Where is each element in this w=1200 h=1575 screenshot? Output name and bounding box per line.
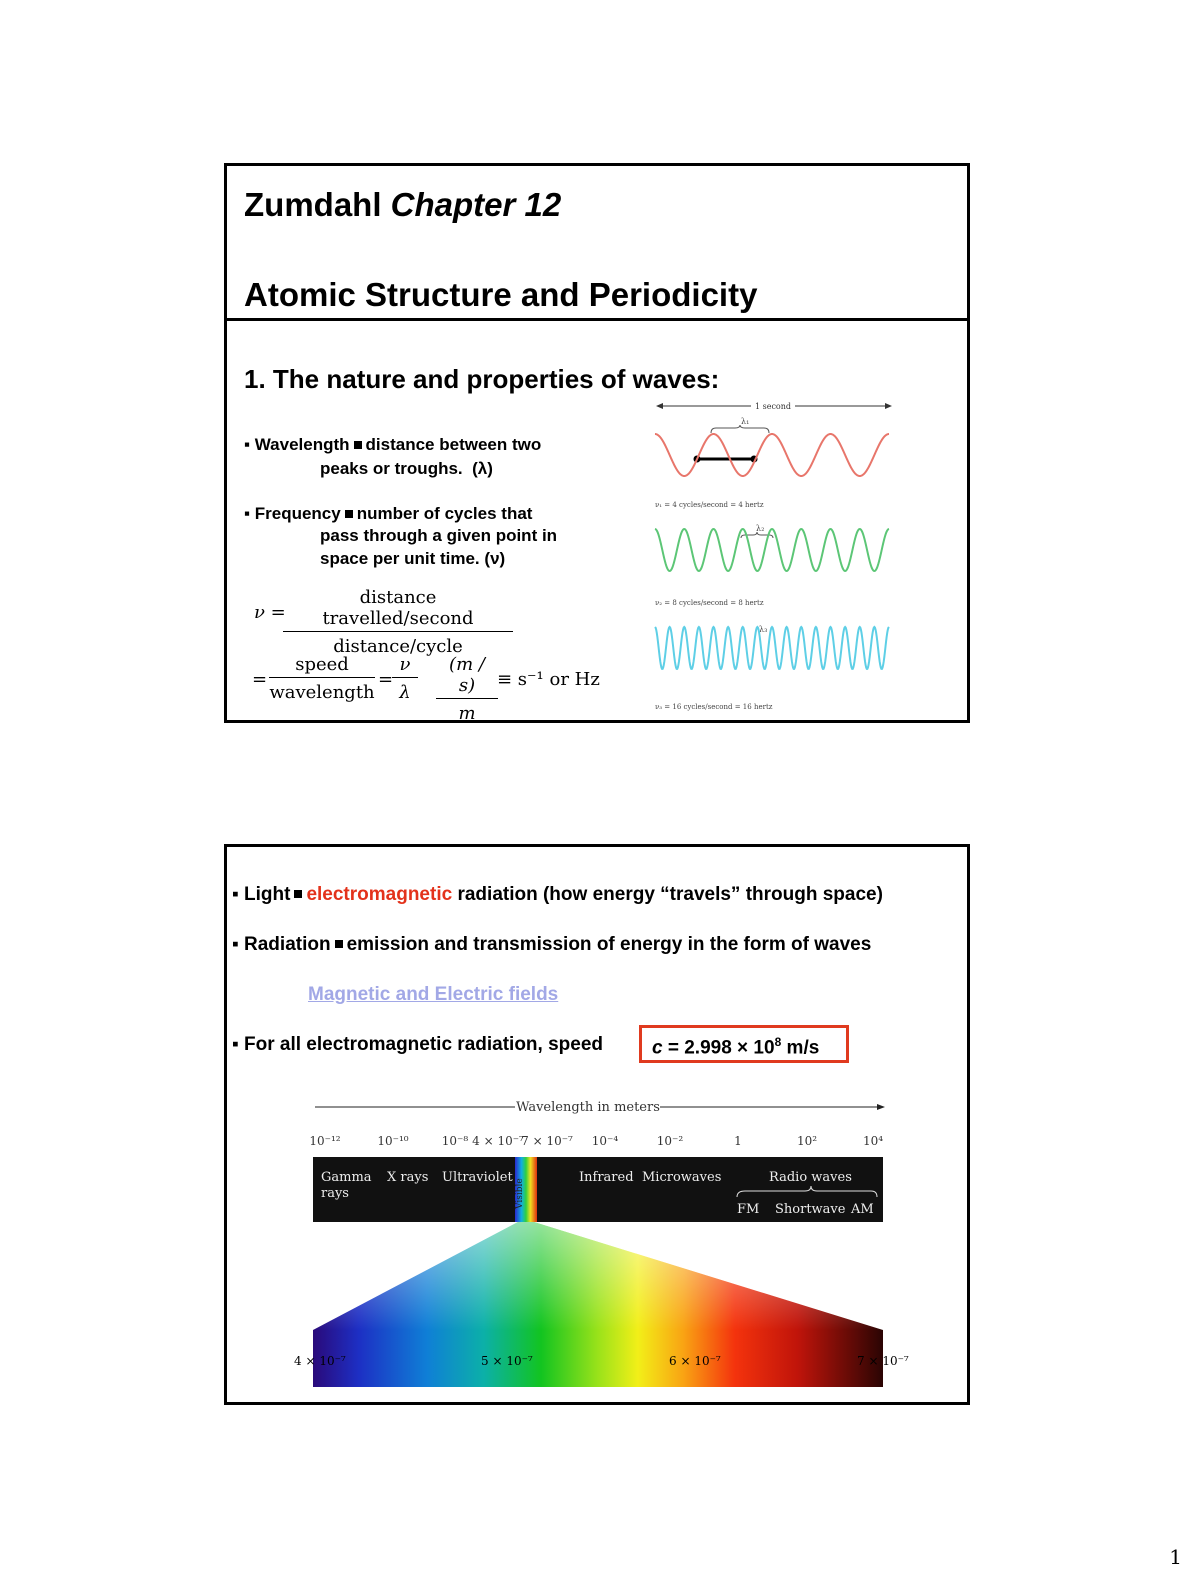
uv-label: Ultraviolet	[442, 1170, 513, 1185]
eq-den-3: λ	[399, 682, 411, 703]
eq-num-4: (m / s)	[436, 654, 498, 699]
eq-nu: ν =	[254, 602, 286, 623]
tick-label: 10⁻¹²	[309, 1134, 341, 1148]
frequency-def-2: pass through a given point in	[320, 526, 558, 545]
eq-fraction-1	[283, 587, 513, 657]
fm-label: FM	[737, 1202, 760, 1217]
tick-label: 1	[734, 1134, 742, 1148]
eq-den-2: wavelength	[269, 682, 375, 703]
fields-link[interactable]: Magnetic and Electric fields	[308, 984, 559, 1005]
equiv-mark	[294, 890, 302, 898]
frequency-term: Frequency	[254, 504, 341, 523]
wave-4hz	[655, 434, 889, 476]
bottom-tick: 4 × 10⁻⁷	[294, 1354, 346, 1368]
radio-label: Radio waves	[769, 1170, 852, 1185]
speed-text: For all electromagnetic radiation, speed	[244, 1034, 604, 1055]
speed-c: c	[652, 1037, 663, 1059]
nu-symbol: (ν)	[484, 549, 506, 568]
radiation-term: Radiation	[244, 934, 331, 955]
equiv-mark	[345, 510, 353, 518]
ir-label: Infrared	[579, 1170, 634, 1185]
bottom-tick: 5 × 10⁻⁷	[481, 1354, 533, 1368]
radiation-bullet: ▪ Radiation emission and transmission of energy in the form of waves	[232, 934, 872, 955]
gamma-label-2: rays	[321, 1186, 349, 1201]
tick-label: 10⁻¹⁰	[377, 1134, 409, 1148]
one-second-label: 1 second	[754, 402, 792, 411]
tick-label: 10⁻⁸	[441, 1134, 469, 1148]
frequency-def-3: space per unit time.	[320, 549, 480, 568]
am-label: AM	[851, 1202, 874, 1217]
page-number: 1	[1169, 1545, 1182, 1569]
micro-label: Microwaves	[642, 1170, 722, 1185]
tick-label: 10²	[796, 1134, 818, 1148]
bottom-tick: 6 × 10⁻⁷	[669, 1354, 721, 1368]
light-electromagnetic: electromagnetic	[306, 884, 453, 905]
wavelength-def-1: distance between two	[365, 435, 542, 454]
eq-den-4: m	[458, 703, 476, 724]
eq-fraction-2	[269, 654, 375, 703]
lambda2-label: λ₂	[756, 524, 765, 533]
title-chapter: Chapter 12	[390, 186, 562, 223]
lambda-symbol: (λ)	[472, 459, 493, 478]
wave1-caption: ν₁ = 4 cycles/second = 4 hertz	[655, 501, 764, 509]
slide-title	[244, 186, 561, 224]
slide-1	[224, 163, 970, 723]
speed-exponent: 8	[774, 1035, 782, 1049]
speed-box	[639, 1025, 849, 1063]
wave2-caption: ν₂ = 8 cycles/second = 8 hertz	[655, 599, 764, 607]
speed-formula	[652, 1035, 819, 1059]
shortwave-label: Shortwave	[775, 1202, 846, 1217]
tick-label: 7 × 10⁻⁷	[521, 1134, 573, 1148]
eq-equals-a: =	[252, 669, 268, 690]
speed-unit: m/s	[781, 1037, 820, 1059]
lambda3-label: λ₃	[759, 625, 768, 634]
speed-value: = 2.998 × 10	[662, 1037, 775, 1059]
slide-2	[224, 844, 970, 1405]
light-rest: radiation (how energy “travels” through space)	[457, 884, 883, 905]
title-text: Zumdahl	[244, 186, 391, 223]
equiv-mark	[335, 940, 343, 948]
wavelength-term: Wavelength	[254, 435, 350, 454]
wave-figure	[653, 398, 893, 718]
lambda1-label: λ₁	[741, 417, 750, 426]
title-divider	[227, 318, 967, 321]
bottom-tick: 7 × 10⁻⁷	[857, 1354, 909, 1368]
eq-num-2: speed	[269, 654, 375, 678]
frequency-def-1: number of cycles that	[356, 504, 533, 523]
tick-label: 10⁻⁴	[591, 1134, 619, 1148]
em-spectrum-figure	[305, 1087, 915, 1387]
slide-subtitle: Atomic Structure and Periodicity	[244, 276, 758, 313]
wavelength-def-2: peaks or troughs.	[320, 459, 463, 478]
tick-label: 4 × 10⁻⁷	[472, 1134, 524, 1148]
frequency-bullet: ▪ Frequency number of cycles that	[244, 504, 533, 523]
gamma-label: Gamma	[321, 1170, 372, 1185]
xray-label: X rays	[387, 1170, 429, 1185]
tick-label: 10⁻²	[656, 1134, 684, 1148]
axis-label: Wavelength in meters	[516, 1100, 660, 1115]
wavelength-bullet: ▪ Wavelength distance between two	[244, 435, 542, 454]
visible-label: Visible	[515, 1178, 525, 1209]
tick-label: 10⁴	[862, 1134, 884, 1148]
eq-num-1: distance travelled/second	[283, 587, 513, 632]
eq-tail: ≡ s⁻¹ or Hz	[497, 669, 600, 690]
radiation-rest: emission and transmission of energy in the form of waves	[346, 934, 872, 955]
visible-spectrum-bar	[313, 1330, 883, 1387]
equiv-mark	[354, 441, 362, 449]
frequency-def-line-3	[320, 547, 505, 570]
eq-den-1: distance/cycle	[333, 636, 463, 657]
light-bullet: ▪ Light electromagnetic radiation (how energy “travels” through space)	[232, 884, 883, 905]
eq-fraction-3	[392, 654, 418, 703]
eq-fraction-4	[436, 654, 498, 724]
wave-16hz	[655, 627, 889, 669]
light-term: Light	[244, 884, 291, 905]
speed-bullet: ▪ For all electromagnetic radiation, speed	[232, 1034, 604, 1055]
wave3-caption: ν₃ = 16 cycles/second = 16 hertz	[655, 703, 773, 711]
wavelength-def-line-2	[320, 457, 493, 480]
eq-equals-b: =	[378, 669, 394, 690]
section-heading: 1. The nature and properties of waves:	[244, 364, 720, 394]
eq-num-3: ν	[392, 654, 418, 678]
